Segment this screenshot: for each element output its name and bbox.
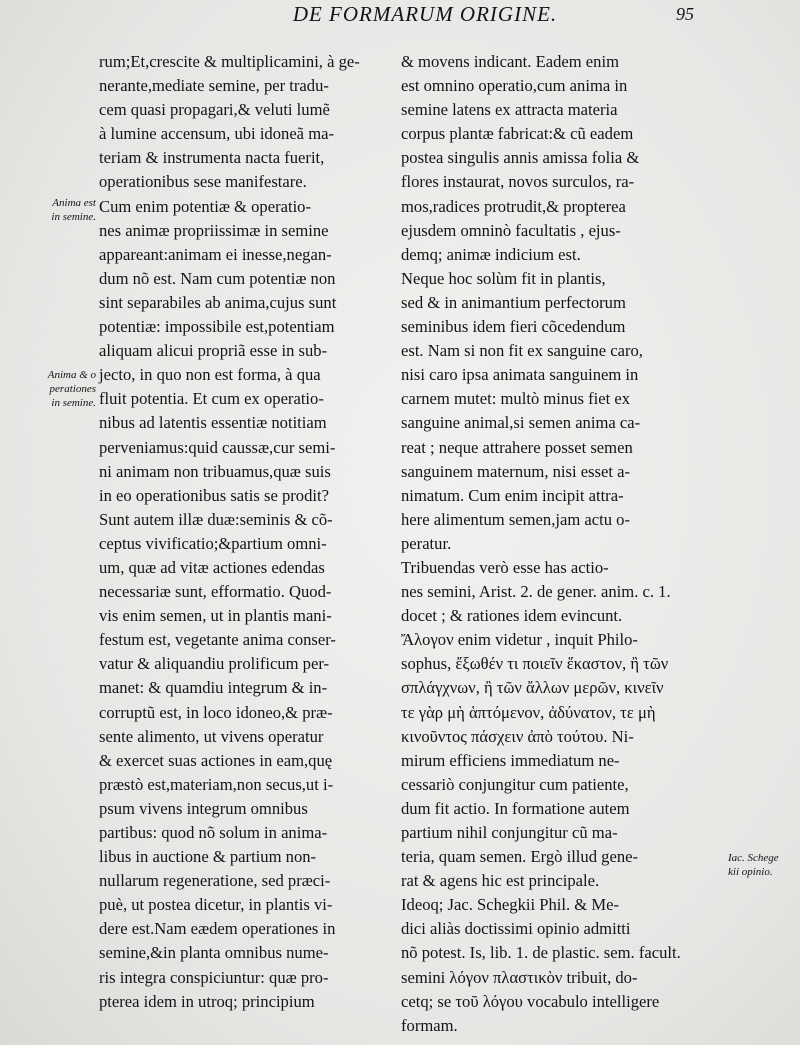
text-line: sente alimento, ut vivens operatur [99,726,324,746]
text-line: puè, ut postea dicetur, in plantis vi- [99,895,333,915]
text-line: necessariæ sunt, efformatio. Quod- [99,582,332,602]
text-line: perveniamus:quid caussæ,cur semi- [99,437,336,457]
left-text-column [99,50,399,1014]
text-line: sed & in animantium perfectorum [401,292,626,312]
text-line: festum est, vegetante anima conser- [99,630,336,650]
margin-note-3 [728,851,798,879]
text-line: ris integra conspiciuntur: quæ pro- [99,967,329,987]
text-line: dum fit actio. In formatione autem [401,798,630,818]
margin-note-1 [6,196,96,224]
text-line: formam. [401,1015,458,1035]
text-line: κινοῦντος πάσχειν ἀπὸ τούτου. Ni- [401,726,634,746]
text-line: à lumine accensum, ubi idoneã ma- [99,124,334,144]
text-line: nes semini, Arist. 2. de gener. anim. c. 1. [401,582,671,602]
margin-note-line: in semine. [51,397,96,409]
margin-note-line: kii opinio. [728,866,773,878]
text-line: cem quasi propagari,& veluti lumẽ [99,100,330,120]
text-line: partium nihil conjungitur cũ ma- [401,823,618,842]
text-line: corruptũ est, in loco idoneo,& præ- [99,702,333,722]
margin-note-line: Anima & o [47,369,96,381]
text-line: præstò est,materiam,non secus,ut i- [99,774,334,794]
text-line: teria, quam semen. Ergò illud gene- [401,847,639,867]
text-line: partibus: quod nõ solum in anima- [99,823,328,842]
text-line: teriam & instrumenta nacta fuerit, [99,148,325,168]
text-line: in eo operationibus satis se prodit? [99,485,329,505]
text-line: aliquam alicui propriã esse in sub- [99,341,328,361]
text-line: & movens indicant. Eadem enim [401,52,619,71]
page-number: 95 [676,4,694,24]
text-line: mos,radices protrudit,& propterea [401,196,626,216]
text-line: Cum enim potentiæ & operatio- [99,196,311,216]
text-line: nimatum. Cum enim incipit attra- [401,485,624,505]
running-head: DE FORMARUM ORIGINE. [292,2,558,26]
text-line: & exercet suas actiones in eam,quę [99,750,333,770]
text-line: sint separabiles ab anima,cujus sunt [99,292,337,312]
text-line: mirum efficiens immediatum ne- [401,750,620,770]
text-line: seminibus idem fieri cõcedendum [401,317,626,337]
text-line: reat ; neque attrahere posset semen [401,437,633,457]
text-line: corpus plantæ fabricat:& cũ eadem [401,124,634,144]
text-line: carnem mutet: multò minus fiet ex [401,389,631,409]
text-line: sanguinem maternum, nisi esset a- [401,461,631,481]
margin-note-line: Anima est [52,197,96,209]
margin-note-2 [6,368,96,410]
text-line: semine,&in planta omnibus nume- [99,943,329,963]
text-line: Sunt autem illæ duæ:seminis & cõ- [99,509,333,529]
text-line: σπλάγχνων, ἢ τῶν ἄλλων μερῶν, κινεῖν [401,678,664,698]
text-line: est. Nam si non fit ex sanguine caro, [401,341,643,361]
text-line: Ἄλογον enim videtur , inquit Philo- [401,630,638,650]
text-line: Ideoq; Jac. Schegkii Phil. & Me- [401,895,619,915]
text-line: dici aliàs doctissimi opinio admitti [401,919,631,939]
text-line: demq; animæ indicium est. [401,244,581,264]
text-line: vis enim semen, ut in plantis mani- [99,606,332,626]
text-line: dere est.Nam eædem operationes in [99,919,336,939]
text-line: sanguine animal,si semen anima ca- [401,413,641,433]
text-line: sophus, ἔξωθέν τι ποιεῖν ἕκαστον, ἢ τῶν [401,654,669,674]
text-line: um, quæ ad vitæ actiones edendas [99,557,325,577]
margin-note-line: perationes [49,383,96,395]
text-line: nisi caro ipsa animata sanguinem in [401,365,639,385]
text-line: cetq; se τοῦ λόγου vocabulo intelligere [401,991,660,1011]
text-line: peratur. [401,533,452,553]
text-line: psum vivens integrum omnibus [99,798,308,818]
text-line: vatur & aliquandiu prolificum per- [99,654,330,674]
right-text-column [401,50,713,1038]
text-line: ceptus vivificatio;&partium omni- [99,533,327,553]
text-line: libus in auctione & partium non- [99,847,317,867]
text-line: cessariò conjungitur cum patiente, [401,774,629,794]
text-line: τε γὰρ μὴ ἁπτόμενον, ἀδύνατον, τε μὴ [401,702,656,722]
text-line: Neque hoc solùm fit in plantis, [401,268,606,288]
text-line: est omnino operatio,cum anima in [401,76,628,96]
text-line: Tribuendas verò esse has actio- [401,557,609,577]
text-line: nõ potest. Is, lib. 1. de plastic. sem. facult. [401,943,681,963]
text-line: nes animæ propriissimæ in semine [99,220,329,240]
margin-note-line: in semine. [51,211,96,223]
text-line: here alimentum semen,jam actu o- [401,509,630,529]
text-line: fluit potentia. Et cum ex operatio- [99,389,324,409]
text-line: docet ; & rationes idem evincunt. [401,606,623,626]
margin-note-line: Iac. Schege [728,852,779,864]
text-line: postea singulis annis amissa folia & [401,148,640,168]
text-line: operationibus sese manifestare. [99,172,307,192]
text-line: manet: & quamdiu integrum & in- [99,678,328,698]
text-line: jecto, in quo non est forma, à qua [99,365,321,385]
text-line: nibus ad latentis essentiæ notitiam [99,413,327,433]
text-line: nerante,mediate semine, per tradu- [99,76,329,96]
text-line: semini λόγον πλαστικὸν tribuit, do- [401,967,638,987]
text-line: dum nõ est. Nam cum potentiæ non [99,268,336,288]
text-line: potentiæ: impossibile est,potentiam [99,317,335,337]
text-line: appareant:animam ei inesse,negan- [99,244,332,264]
text-line: flores instaurat, novos surculos, ra- [401,172,635,192]
text-line: rum;Et,crescite & multiplicamini, à ge- [99,52,360,71]
text-line: rat & agens hic est principale. [401,871,600,891]
text-line: semine latens ex attracta materia [401,100,618,120]
text-line: ejusdem omninò facultatis , ejus- [401,220,621,240]
text-line: ni animam non tribuamus,quæ suis [99,461,331,481]
text-line: pterea idem in utroq; principium [99,991,315,1011]
text-line: nullarum regeneratione, sed præci- [99,871,331,891]
